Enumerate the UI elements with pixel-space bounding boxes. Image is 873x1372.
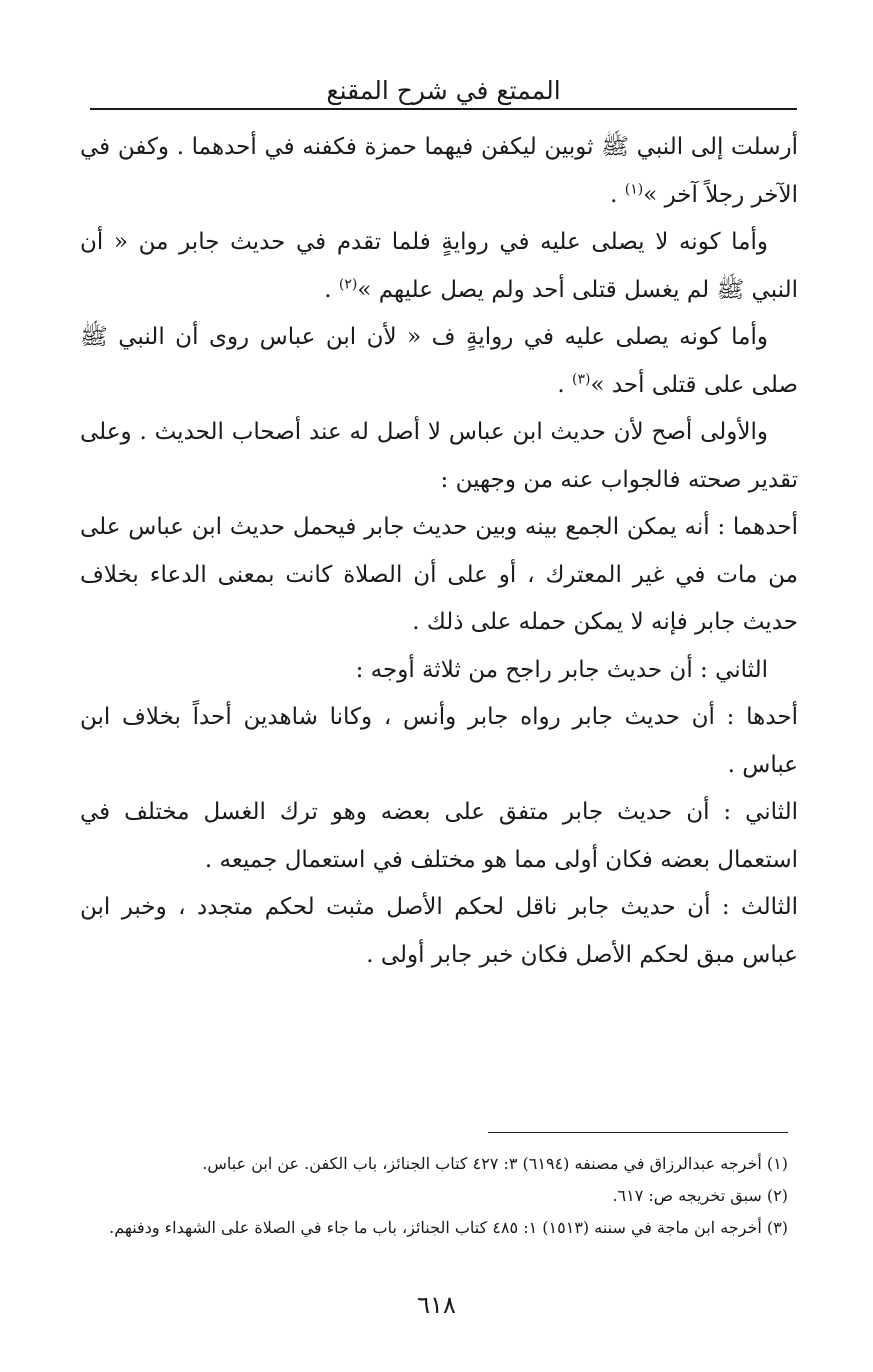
paragraph-1 (80, 124, 798, 219)
paragraph-3 (80, 314, 798, 409)
footnote-ref-3: (٣) (571, 370, 591, 387)
footnote-1: (١) أخرجه عبدالرزاق في مصنفه (٦١٩٤) ٣: ٤٢٧ كتاب الجنائز، باب الكفن. عن ابن عباس. (202, 1154, 788, 1173)
paragraph-7: أحدها : أن حديث جابر رواه جابر وأنس ، وكانا شاهدين أحداً بخلاف ابن عباس . (80, 704, 798, 778)
header-rule (90, 108, 797, 110)
paragraph-text: وأما كونه يصلى عليه في روايةٍ ف « لأن ابن عباس روى أن النبي ﷺ صلى على قتلى أحد » (80, 324, 798, 398)
paragraph-5: أحدهما : أنه يمكن الجمع بينه وبين حديث جابر فيحمل حديث ابن عباس على من مات في غير المعترك ، أو على أن الصلاة كانت بمعنى الدعاء بخلاف حديث جابر فإنه لا يمكن حمله على ذلك . (80, 514, 798, 635)
running-head: الممتع في شرح المقنع (326, 76, 561, 105)
footnote-ref-1: (١) (624, 180, 644, 197)
footnote-3: (٣) أخرجه ابن ماجة في سننه (١٥١٣) ١: ٤٨٥ كتاب الجنائز، باب ما جاء في الصلاة على الشهداء ودفنهم. (109, 1218, 788, 1237)
paragraph-6: الثاني : أن حديث جابر راجح من ثلاثة أوجه : (355, 656, 768, 683)
main-text (80, 124, 798, 979)
paragraph-4: والأولى أصح لأن حديث ابن عباس لا أصل له عند أصحاب الحديث . وعلى تقدير صحته فالجواب عنه من وجهين : (80, 419, 798, 493)
footnote-rule (488, 1132, 788, 1133)
paragraph-8: الثاني : أن حديث جابر متفق على بعضه وهو ترك الغسل مختلف في استعمال بعضه فكان أولى مما هو مختلف في استعمال جميعه . (80, 799, 798, 873)
footnote-ref-2: (٢) (338, 275, 358, 292)
page-number: ٦١٨ (417, 1291, 456, 1319)
paragraph-9: الثالث : أن حديث جابر ناقل لحكم الأصل مثبت لحكم متجدد ، وخبر ابن عباس مبق لحكم الأصل فكان خبر جابر أولى . (80, 894, 798, 968)
paragraph-text: وأما كونه لا يصلى عليه في روايةٍ فلما تقدم في حديث جابر من « أن النبي ﷺ لم يغسل قتلى أحد ولم يصل عليهم » (80, 229, 798, 303)
footnotes (72, 1148, 788, 1244)
paragraph-end: . (324, 276, 339, 303)
paragraph-end: . (557, 371, 572, 398)
paragraph-end: . (610, 181, 625, 208)
paragraph-text: أرسلت إلى النبي ﷺ ثوبين ليكفن فيهما حمزة فكفنه في أحدهما . وكفن في الآخر رجلاً آخر » (80, 134, 798, 208)
paragraph-2 (80, 219, 798, 314)
footnote-2: (٢) سبق تخريجه ص: ٦١٧. (612, 1186, 788, 1205)
